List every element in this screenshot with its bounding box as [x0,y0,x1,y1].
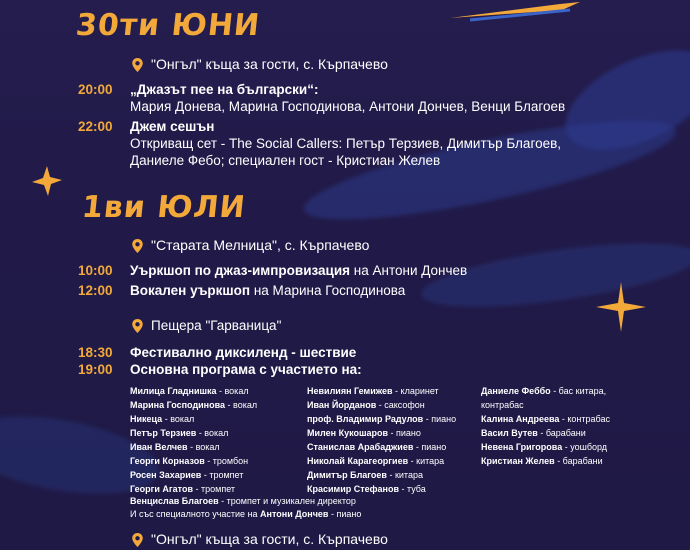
cast-member: Кристиан Желев - барабани [481,456,603,466]
shooting-star-icon [450,0,590,24]
event-time: 22:00 [78,119,113,134]
cast-member: Красимир Стефанов - туба [307,484,426,494]
cast-member: Георги Корназов - тромбон [130,456,249,466]
star-icon [596,282,646,332]
day2-title: 1ви ЮЛИ [80,190,248,225]
cast-member: Георги Агатов - тромпет [130,484,236,494]
event-title: Фестивално диксиленд - шествие [130,345,357,360]
special-guest: И със специалното участие на Антони Дончев - пиано [130,509,362,519]
cast-member: контрабас [481,400,524,410]
cast-member: Милица Гладнишка - вокал [130,386,249,396]
venue-label: "Старата Мелница", с. Кърпачево [151,237,370,253]
cast-member: Васил Вутев - барабани [481,428,586,438]
event-desc: Откриващ сет - The Social Callers: Петър Терзиев, Димитър Благоев, [130,136,562,151]
event-title: „Джазът пее на български“: [130,82,319,97]
venue-label: Пещера "Гарваница" [151,318,282,333]
cast-column-3 [481,384,610,468]
cast-member: Николай Карагеоргиев - китара [307,456,445,466]
cast-member: Невилиян Гемижев - кларинет [307,386,439,396]
cast-member: Иван Велчев - вокал [130,442,220,452]
workshop-text [130,283,405,298]
cast-member: Станислав Арабаджиев - пиано [307,442,447,452]
workshop-time: 12:00 [78,283,113,298]
venue-label: "Онгъл" къща за гости, с. Кърпачево [151,56,388,72]
cast-member: Никеца - вокал [130,414,195,424]
workshop-text [130,263,467,278]
cast-member: Милен Кукошаров - пиано [307,428,421,438]
event-time: 20:00 [78,82,113,97]
workshop-title: Уъркшоп по джаз-импровизация [130,263,351,278]
event-time: 18:30 [78,345,113,360]
day2-venue-2 [132,318,281,333]
cast-member: Марина Господинова - вокал [130,400,258,410]
venue-label: "Онгъл" къща за гости, с. Кърпачево [151,531,388,547]
cast-column-1 [130,384,257,496]
day2-venue-3 [132,531,388,547]
workshop-host: на Марина Господинова [250,283,406,298]
music-director: Венцислав Благоев - тромпет и музикален директор [130,496,356,506]
workshop-time: 10:00 [78,263,113,278]
event-title: Основна програма с участието на: [130,362,362,377]
event-desc: Мария Донева, Марина Господинова, Антони Дончев, Венци Благоев [130,99,566,114]
cast-member: Петър Терзиев - вокал [130,428,229,438]
cast-member: Димитър Благоев - китара [307,470,423,480]
event-title: Джем сешън [130,119,215,134]
cast-member: Иван Йорданов - саксофон [307,400,425,410]
day1-title: 30ти ЮНИ [74,8,262,43]
star-icon [32,166,62,196]
event-desc: Даниеле Фебо; специален гост - Кристиан Желев [130,153,441,168]
cast-member: Даниеле Феббо - бас китара, [481,386,607,396]
workshop-host: на Антони Дончев [350,263,468,278]
day1-venue [132,56,388,72]
location-pin-icon [132,319,143,333]
location-pin-icon [132,239,143,253]
cast-member: Калина Андреева - контрабас [481,414,610,424]
cast-column-2 [307,384,456,496]
day2-venue-1 [132,237,369,253]
cast-member: Росен Захариев - тромпет [130,470,244,480]
location-pin-icon [132,58,143,72]
event-time: 19:00 [78,362,113,377]
cast-member: проф. Владимир Радулов - пиано [307,414,457,424]
location-pin-icon [132,533,143,547]
workshop-title: Вокален уъркшоп [130,283,251,298]
cast-member: Невена Григорова - уошборд [481,442,608,452]
